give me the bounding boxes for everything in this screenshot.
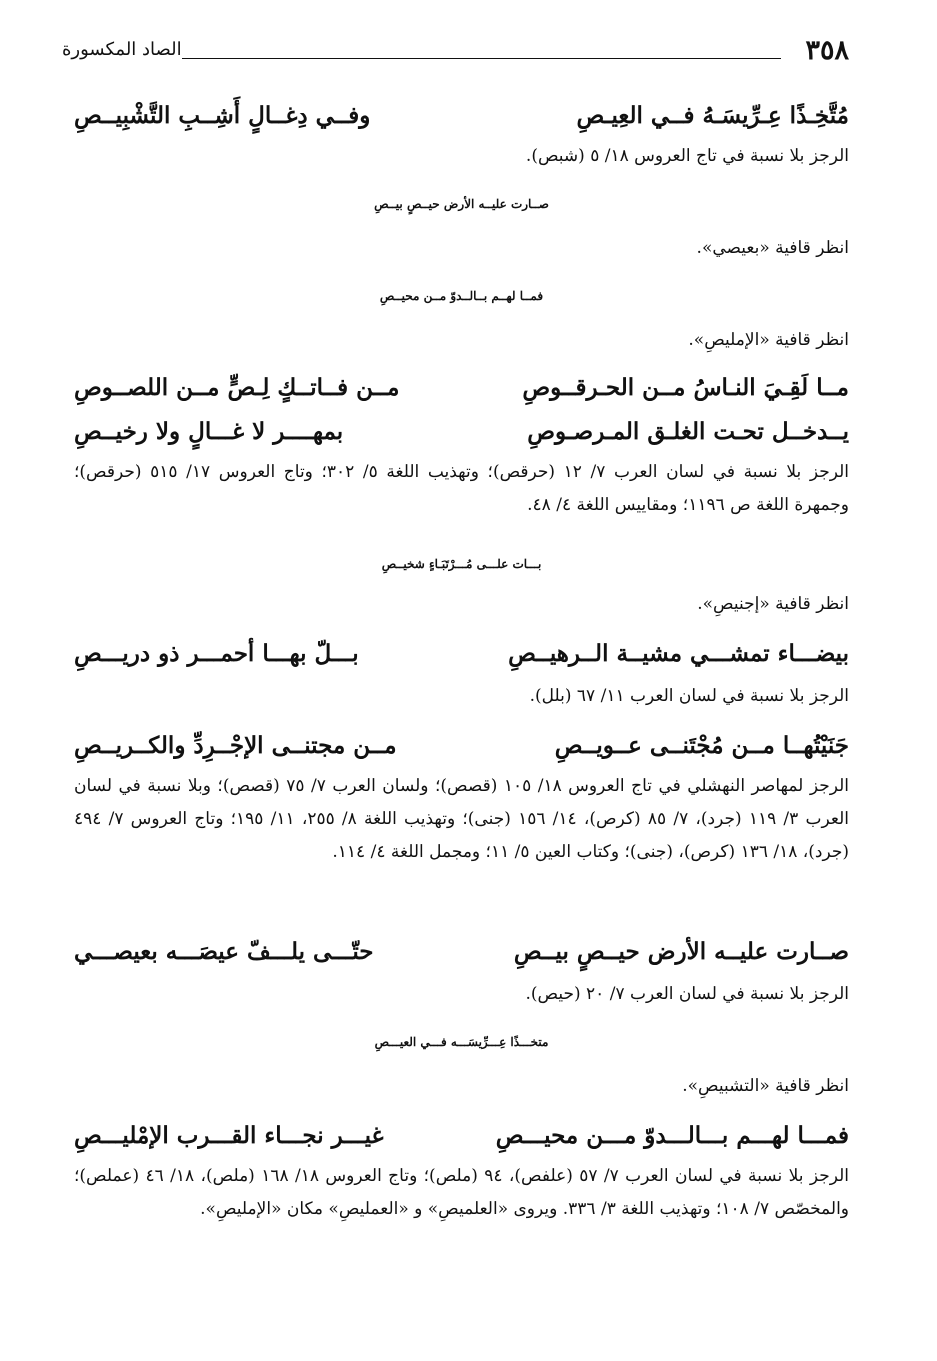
verse-second-hemistich: بمهــــر لا غـــالٍ ولا رخيــصِ	[74, 418, 344, 445]
verse-line	[74, 412, 849, 452]
verse-second-hemistich: وفــي دِغــالٍ أَشِــبِ التَّشْبِيــصِ	[74, 102, 371, 129]
citation-note: الرجز بلا نسبة في لسان العرب ٧/ ٢٠ (حيص).	[525, 984, 849, 1004]
verse-first-hemistich: فمـــا لهـــم بـــالـــدوّ مـــن محيـــصِ	[495, 1122, 849, 1149]
page-number: ٣٥٨	[805, 35, 849, 66]
verse-second-hemistich: بـــلّ بهـــا أحمـــر ذو دريـــصِ	[74, 640, 359, 667]
centered-verse: متخـــذًا عِـــرِّيسَـــه فـــي العيـــصِ	[374, 1035, 549, 1049]
centered-verse: فمــا لهــم بــالــدوّ مــن محيــصِ	[379, 289, 544, 303]
citation-note: انظر قافية «بعيصي».	[696, 238, 849, 258]
verse-first-hemistich: بيضـــاء تمشـــي مشيــة الــرهيــصِ	[508, 640, 849, 667]
verse-line	[74, 368, 849, 408]
citation-note: انظر قافية «الإمليصِ».	[688, 330, 849, 350]
verse-line	[74, 96, 849, 136]
verse-first-hemistich: مــا لَقِـيَ النـاسُ مــن الحـرقــوصِ	[522, 374, 849, 401]
citation-note: انظر قافية «إجنيصِ».	[697, 594, 849, 614]
verse-first-hemistich: يــدخــل تحـت الغلـق المـرصـوصِ	[527, 418, 849, 445]
citation-note: الرجز بلا نسبة في لسان العرب ٧/ ٥٧ (علفص)، ٩٤ (ملص)؛ وتاج العروس ١٨/ ١٦٨ (ملص)، ١٨/ ٤٦ (عملص)؛ والمخصّص ٧/ ١٠٨؛ وتهذيب اللغة ٣/ ٣٣٦. ويروى «العلميصِ» و «العمليصِ» مكان «الإمليصِ».	[74, 1166, 849, 1219]
citation-note: الرجز بلا نسبة في لسان العرب ٧/ ١٢ (حرقص)؛ وتهذيب اللغة ٥/ ٣٠٢؛ وتاج العروس ١٧/ ٥١٥ (حرقص)؛ وجمهرة اللغة ص ١١٩٦؛ ومقاييس اللغة ٤/ ٤٨.	[74, 462, 850, 515]
verse-second-hemistich: حتّـــى يلـــفّ عيصَـــه بعيصـــي	[74, 938, 374, 965]
running-title: الصاد المكسورة	[62, 39, 182, 60]
centered-verse: بـــات علـــى مُـــرْتَبَـاءٍ شخيــصِ	[381, 557, 542, 571]
verse-second-hemistich: غيـــر نجـــاء القـــرب الإمْليـــصِ	[74, 1122, 384, 1149]
citation-note: الرجز بلا نسبة في لسان العرب ١١/ ٦٧ (بلل).	[529, 686, 849, 706]
verse-line	[74, 932, 849, 972]
page-header	[62, 34, 849, 68]
header-rule	[182, 58, 781, 59]
verse-line	[74, 1116, 849, 1156]
citation-note: انظر قافية «التشبيصِ».	[682, 1076, 849, 1096]
verse-line	[74, 634, 849, 674]
verse-first-hemistich: جَنَيْتُهــا مــن مُجْتَنــى عــويــصِ	[554, 732, 849, 759]
citation-note: الرجز لمهاصر النهشلي في تاج العروس ١٨/ ١٠٥ (قصص)؛ ولسان العرب ٧/ ٧٥ (قصص)؛ وبلا نسبة في لسان العرب ٣/ ١١٩ (جرد)، ٧/ ٨٥ (كرص)، ١٤/ ١٥٦ (جنى)؛ وتهذيب اللغة ٨/ ٢٥٥، ١١/ ١٩٥؛ وتاج العروس ٧/ ٤٩٤ (جرد)، ١٨/ ١٣٦ (كرص)، (جنى)؛ وكتاب العين ٥/ ١١؛ ومجمل اللغة ٤/ ١١٤.	[74, 776, 850, 862]
centered-verse: صــارت عليــه الأرض حيــصٍ بيــصِ	[374, 197, 549, 211]
verse-second-hemistich: مــن مجتنــى الإجْــرِدِّ والكــريــصِ	[74, 732, 397, 759]
verse-first-hemistich: مُتَّخِـذًا عِـرِّيسَـهُ فــي العِيـصِ	[576, 102, 849, 129]
verse-line	[74, 726, 849, 766]
citation-note: الرجز بلا نسبة في تاج العروس ١٨/ ٥ (شبص).	[525, 146, 849, 166]
verse-first-hemistich: صــارت عليــه الأرض حيــصٍ بيــصِ	[513, 938, 849, 965]
verse-second-hemistich: مــن فــاتــكٍ لِـصٍّ مــن اللصــوصِ	[74, 374, 400, 401]
